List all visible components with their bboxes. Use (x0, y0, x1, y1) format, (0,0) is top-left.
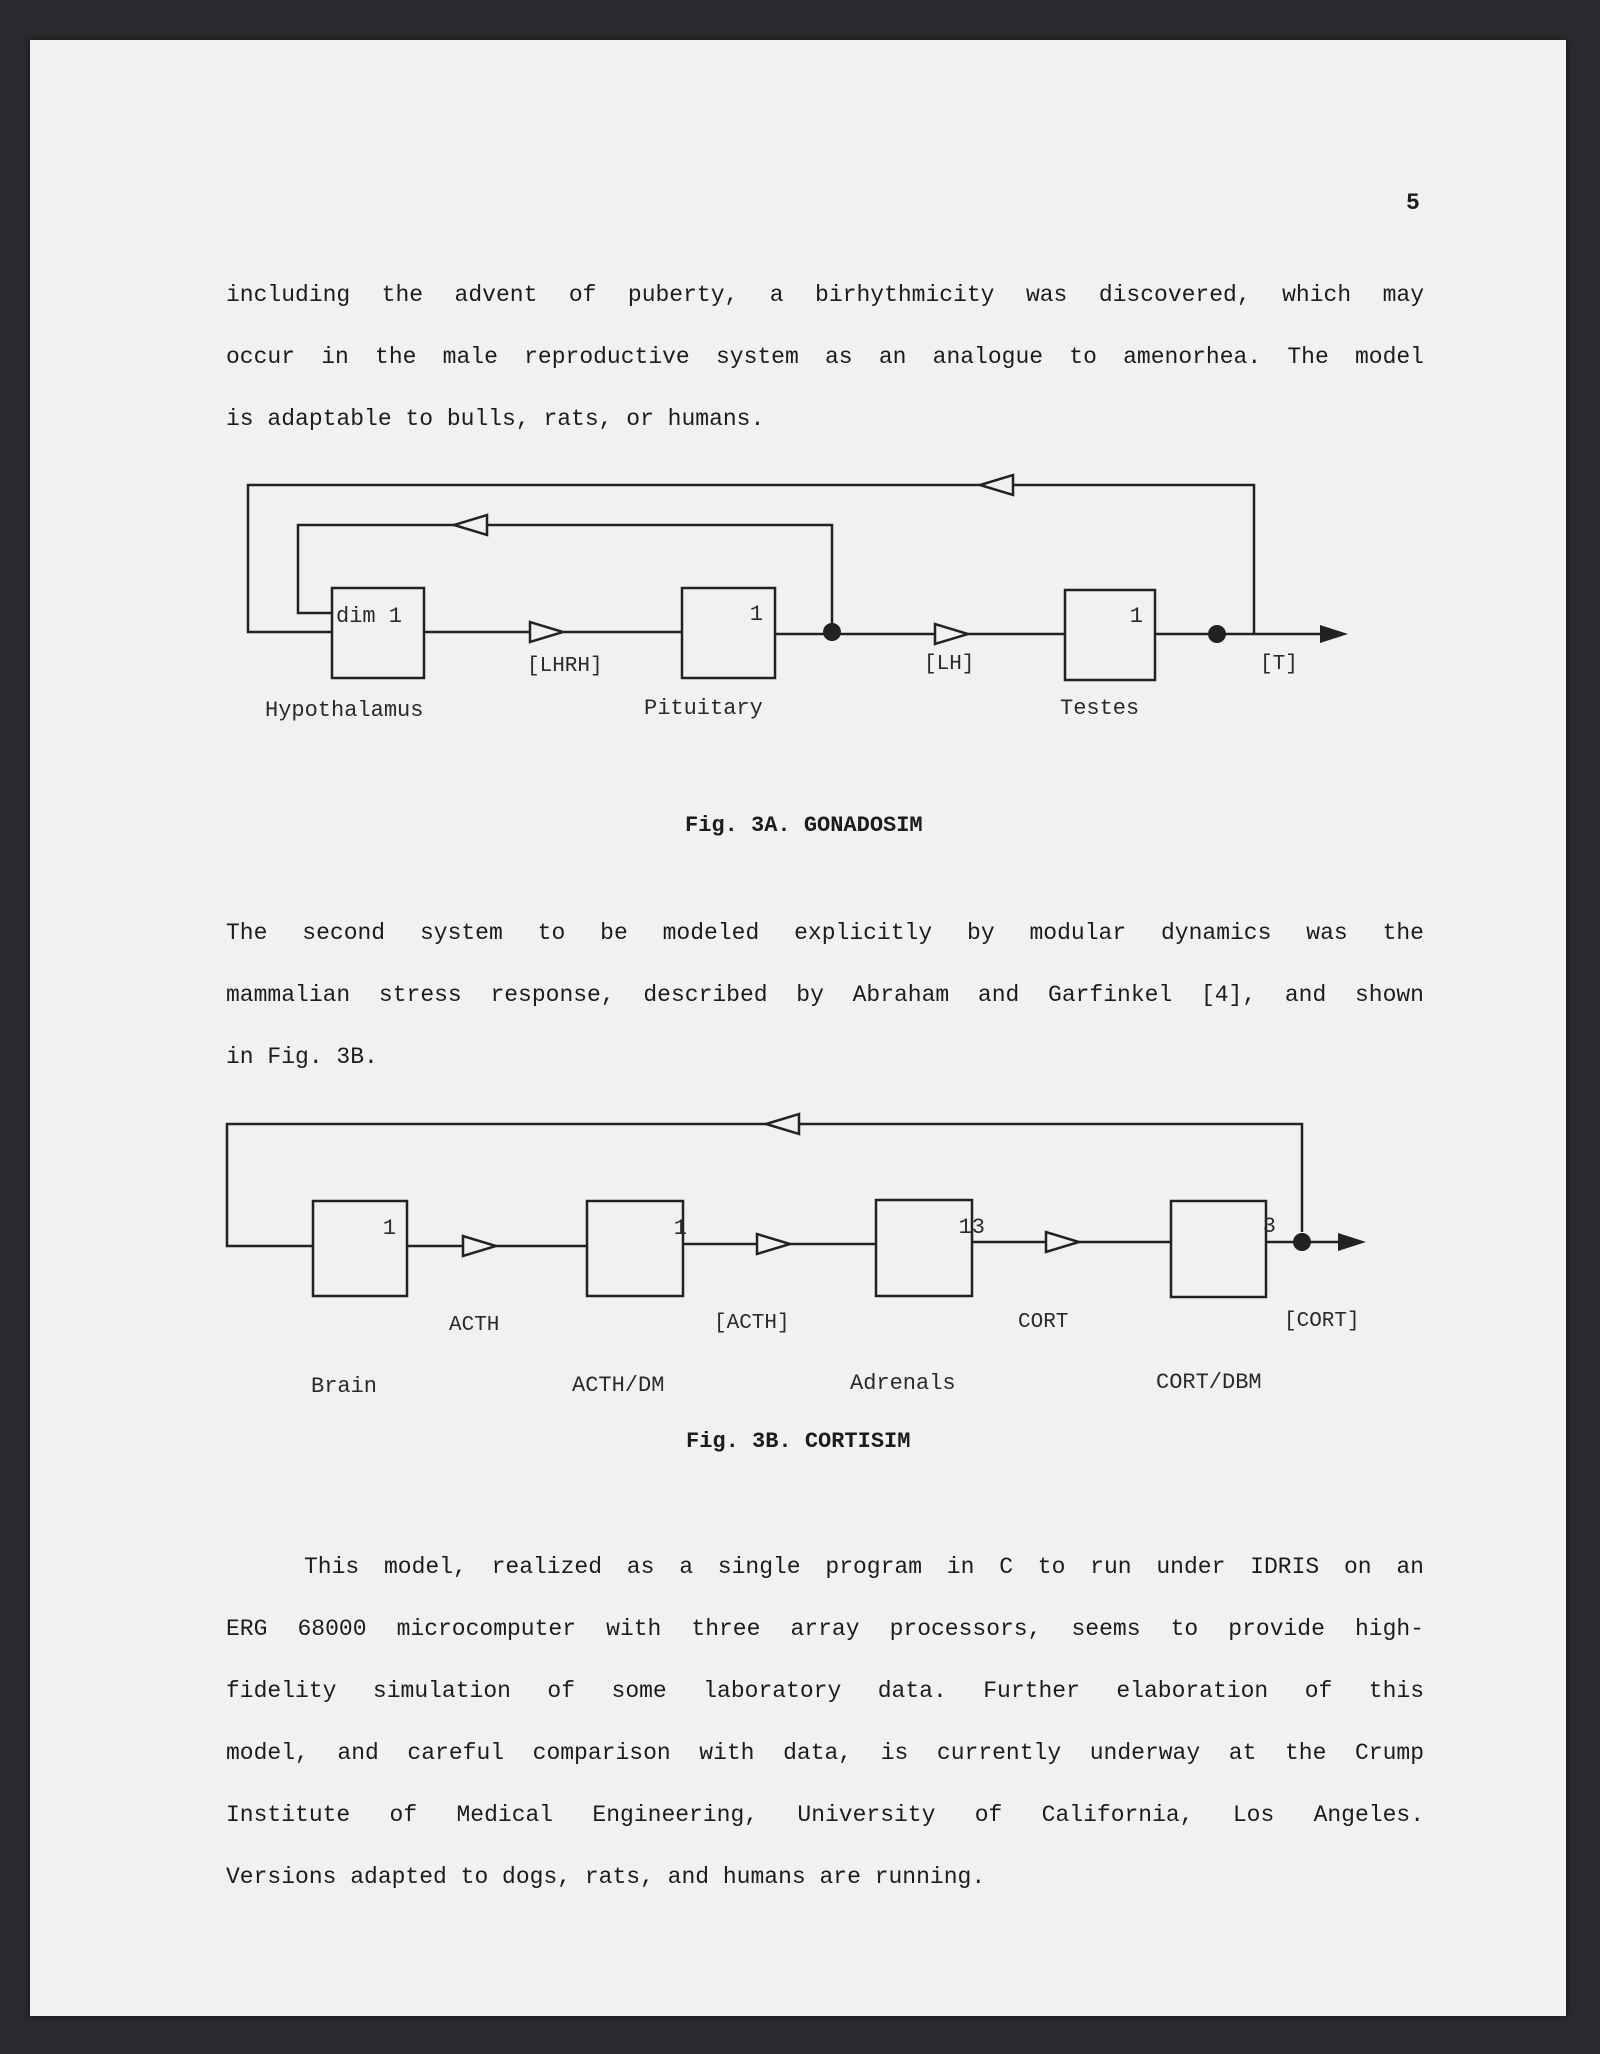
block-label: Brain (311, 1374, 378, 1399)
feedback-arrow-icon (766, 1114, 799, 1134)
text-line: ERG 68000 microcomputer with three array processors, seems to provide high- (226, 1616, 1424, 1642)
block-label: Testes (1060, 696, 1140, 721)
text-line: The second system to be modeled explicitly by modular dynamics was the (226, 920, 1424, 946)
text-line: model, and careful comparison with data, is currently underway at the Crump (226, 1740, 1424, 1766)
signal-label: [LH] (924, 653, 975, 676)
block-param: 1 (382, 1216, 396, 1241)
block-cort-dbm (1171, 1201, 1266, 1297)
junction-dot-icon (1293, 1233, 1311, 1251)
block-label: Hypothalamus (265, 698, 424, 723)
page-number: 5 (1406, 190, 1420, 216)
signal-label: [ACTH] (714, 1312, 790, 1335)
text-line: Institute of Medical Engineering, University of California, Los Angeles. (226, 1802, 1424, 1828)
signal-label: [T] (1260, 653, 1298, 676)
text-line: mammalian stress response, described by Abraham and Garfinkel [4], and shown (226, 982, 1424, 1008)
text-line: Versions adapted to dogs, rats, and humans are running. (226, 1864, 986, 1890)
signal-label: [CORT] (1284, 1310, 1360, 1333)
block-acth-dm (587, 1201, 683, 1296)
text-line: This model, realized as a single program in C to run under IDRIS on an (304, 1554, 1424, 1580)
block-label: ACTH/DM (572, 1373, 665, 1398)
block-label: Adrenals (850, 1371, 956, 1396)
forward-arrow-icon (1046, 1232, 1079, 1252)
forward-arrow-icon (757, 1234, 790, 1254)
output-arrow-icon (1338, 1233, 1366, 1251)
block-label: CORT/DBM (1156, 1370, 1262, 1395)
block-param: 13 (958, 1215, 985, 1240)
text-line: occur in the male reproductive system as an analogue to amenorhea. The model (226, 344, 1424, 370)
figure-3b-caption: Fig. 3B. CORTISIM (686, 1429, 911, 1454)
signal-label: ACTH (449, 1314, 500, 1337)
text-line: in Fig. 3B. (226, 1044, 378, 1070)
block-param: 1 (1129, 604, 1143, 629)
block-param: 1 (749, 602, 763, 627)
block-adrenals (876, 1200, 972, 1296)
block-param: 1 (673, 1216, 687, 1241)
signal-label: CORT (1018, 1311, 1069, 1334)
block-param: dim 1 (336, 604, 403, 629)
block-label: Pituitary (644, 696, 763, 721)
text-line: including the advent of puberty, a birhythmicity was discovered, which may (226, 282, 1424, 308)
text-line: is adaptable to bulls, rats, or humans. (226, 406, 765, 432)
block-param: 3 (1262, 1214, 1276, 1239)
figure-3b-diagram (30, 40, 1566, 1440)
figure-3a-caption: Fig. 3A. GONADOSIM (685, 813, 923, 838)
document-page (30, 40, 1566, 2016)
signal-label: [LHRH] (527, 655, 603, 678)
paragraph-model (226, 1552, 1424, 1924)
forward-arrow-icon (463, 1236, 496, 1256)
text-line: fidelity simulation of some laboratory data. Further elaboration of this (226, 1678, 1424, 1704)
